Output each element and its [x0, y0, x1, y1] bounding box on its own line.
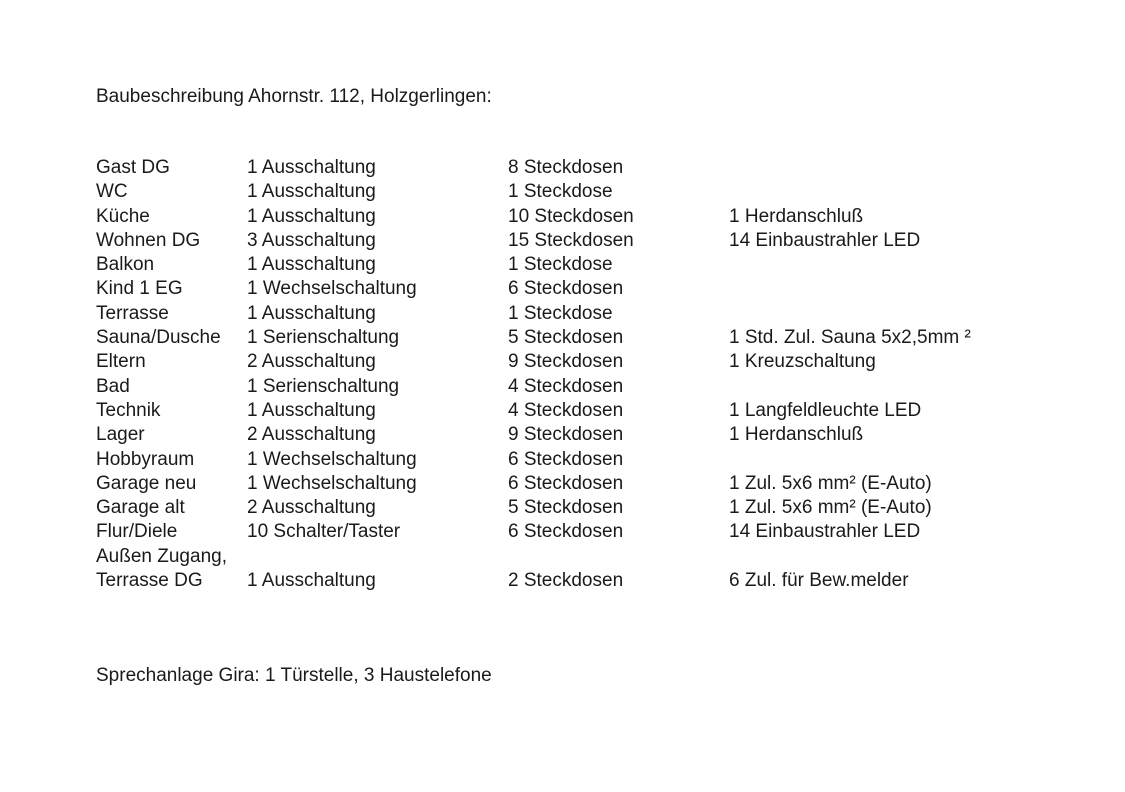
room-name: Küche	[96, 205, 150, 227]
room-name: Technik	[96, 399, 161, 421]
room-name: Hobbyraum	[96, 448, 195, 470]
room-name: Terrasse DG	[96, 570, 203, 592]
table-row	[96, 375, 1056, 399]
table-row	[96, 156, 1056, 180]
extra-equipment: 1 Herdanschluß	[729, 205, 864, 227]
socket-count: 10 Steckdosen	[508, 205, 634, 227]
switching-count: 2 Ausschaltung	[247, 424, 376, 446]
table-row	[96, 253, 1056, 277]
socket-count: 8 Steckdosen	[508, 157, 624, 178]
socket-count: 1 Steckdose	[508, 181, 613, 203]
table-row	[96, 472, 1056, 496]
table-row	[96, 399, 1056, 423]
document-title: Baubeschreibung Ahornstr. 112, Holzgerlingen:	[96, 86, 492, 107]
extra-equipment: 1 Zul. 5x6 mm² (E-Auto)	[729, 472, 932, 494]
extra-equipment: 1 Herdanschluß	[729, 424, 864, 446]
switching-count: 1 Ausschaltung	[247, 254, 376, 276]
intercom-note: Sprechanlage Gira: 1 Türstelle, 3 Haustelefone	[96, 665, 492, 686]
switching-count: 1 Wechselschaltung	[247, 448, 417, 470]
socket-count: 6 Steckdosen	[508, 448, 624, 470]
socket-count: 15 Steckdosen	[508, 229, 634, 251]
room-name: Sauna/Dusche	[96, 327, 221, 349]
table-row	[96, 326, 1056, 350]
socket-count: 9 Steckdosen	[508, 424, 624, 446]
extra-equipment: 1 Std. Zul. Sauna 5x2,5mm ²	[729, 327, 971, 349]
room-name: Lager	[96, 424, 145, 446]
socket-count: 1 Steckdose	[508, 302, 613, 324]
room-table	[96, 156, 1056, 593]
socket-count: 5 Steckdosen	[508, 497, 624, 519]
table-row	[96, 496, 1056, 520]
extra-equipment: 1 Zul. 5x6 mm² (E-Auto)	[729, 497, 932, 519]
table-row	[96, 423, 1056, 447]
room-name: Balkon	[96, 254, 155, 276]
switching-count: 1 Ausschaltung	[247, 302, 376, 324]
room-name: Terrasse	[96, 302, 169, 324]
room-name: Eltern	[96, 351, 146, 373]
switching-count: 1 Ausschaltung	[247, 157, 376, 178]
switching-count: 1 Wechselschaltung	[247, 472, 417, 494]
table-row	[96, 180, 1056, 204]
switching-count: 1 Ausschaltung	[247, 570, 376, 592]
room-name: Flur/Diele	[96, 521, 178, 543]
table-row	[96, 350, 1056, 374]
room-name: Garage alt	[96, 497, 185, 519]
room-name: WC	[96, 181, 128, 203]
table-row	[96, 448, 1056, 472]
switching-count: 1 Wechselschaltung	[247, 278, 417, 300]
socket-count: 2 Steckdosen	[508, 570, 624, 592]
table-row	[96, 545, 1056, 569]
socket-count: 5 Steckdosen	[508, 327, 624, 349]
switching-count: 1 Ausschaltung	[247, 205, 376, 227]
table-row	[96, 520, 1056, 544]
extra-equipment: 1 Langfeldleuchte LED	[729, 399, 922, 421]
switching-count: 1 Ausschaltung	[247, 181, 376, 203]
switching-count: 3 Ausschaltung	[247, 229, 376, 251]
room-name: Garage neu	[96, 472, 197, 494]
socket-count: 6 Steckdosen	[508, 278, 624, 300]
table-row	[96, 302, 1056, 326]
table-row	[96, 277, 1056, 301]
room-name: Wohnen DG	[96, 229, 201, 251]
switching-count: 10 Schalter/Taster	[247, 521, 401, 543]
room-name: Außen Zugang,	[96, 545, 227, 567]
room-name: Kind 1 EG	[96, 278, 183, 300]
extra-equipment: 14 Einbaustrahler LED	[729, 229, 921, 251]
extra-equipment: 14 Einbaustrahler LED	[729, 521, 921, 543]
socket-count: 4 Steckdosen	[508, 399, 624, 421]
socket-count: 6 Steckdosen	[508, 521, 624, 543]
extra-equipment: 1 Kreuzschaltung	[729, 351, 876, 373]
socket-count: 6 Steckdosen	[508, 472, 624, 494]
socket-count: 1 Steckdose	[508, 254, 613, 276]
switching-count: 1 Serienschaltung	[247, 375, 400, 397]
switching-count: 1 Serienschaltung	[247, 327, 400, 349]
socket-count: 9 Steckdosen	[508, 351, 624, 373]
table-row	[96, 229, 1056, 253]
table-row	[96, 569, 1056, 593]
extra-equipment: 6 Zul. für Bew.melder	[729, 570, 909, 592]
switching-count: 2 Ausschaltung	[247, 497, 376, 519]
socket-count: 4 Steckdosen	[508, 375, 624, 397]
room-name: Gast DG	[96, 157, 170, 178]
switching-count: 2 Ausschaltung	[247, 351, 376, 373]
table-row	[96, 205, 1056, 229]
room-name: Bad	[96, 375, 130, 397]
switching-count: 1 Ausschaltung	[247, 399, 376, 421]
